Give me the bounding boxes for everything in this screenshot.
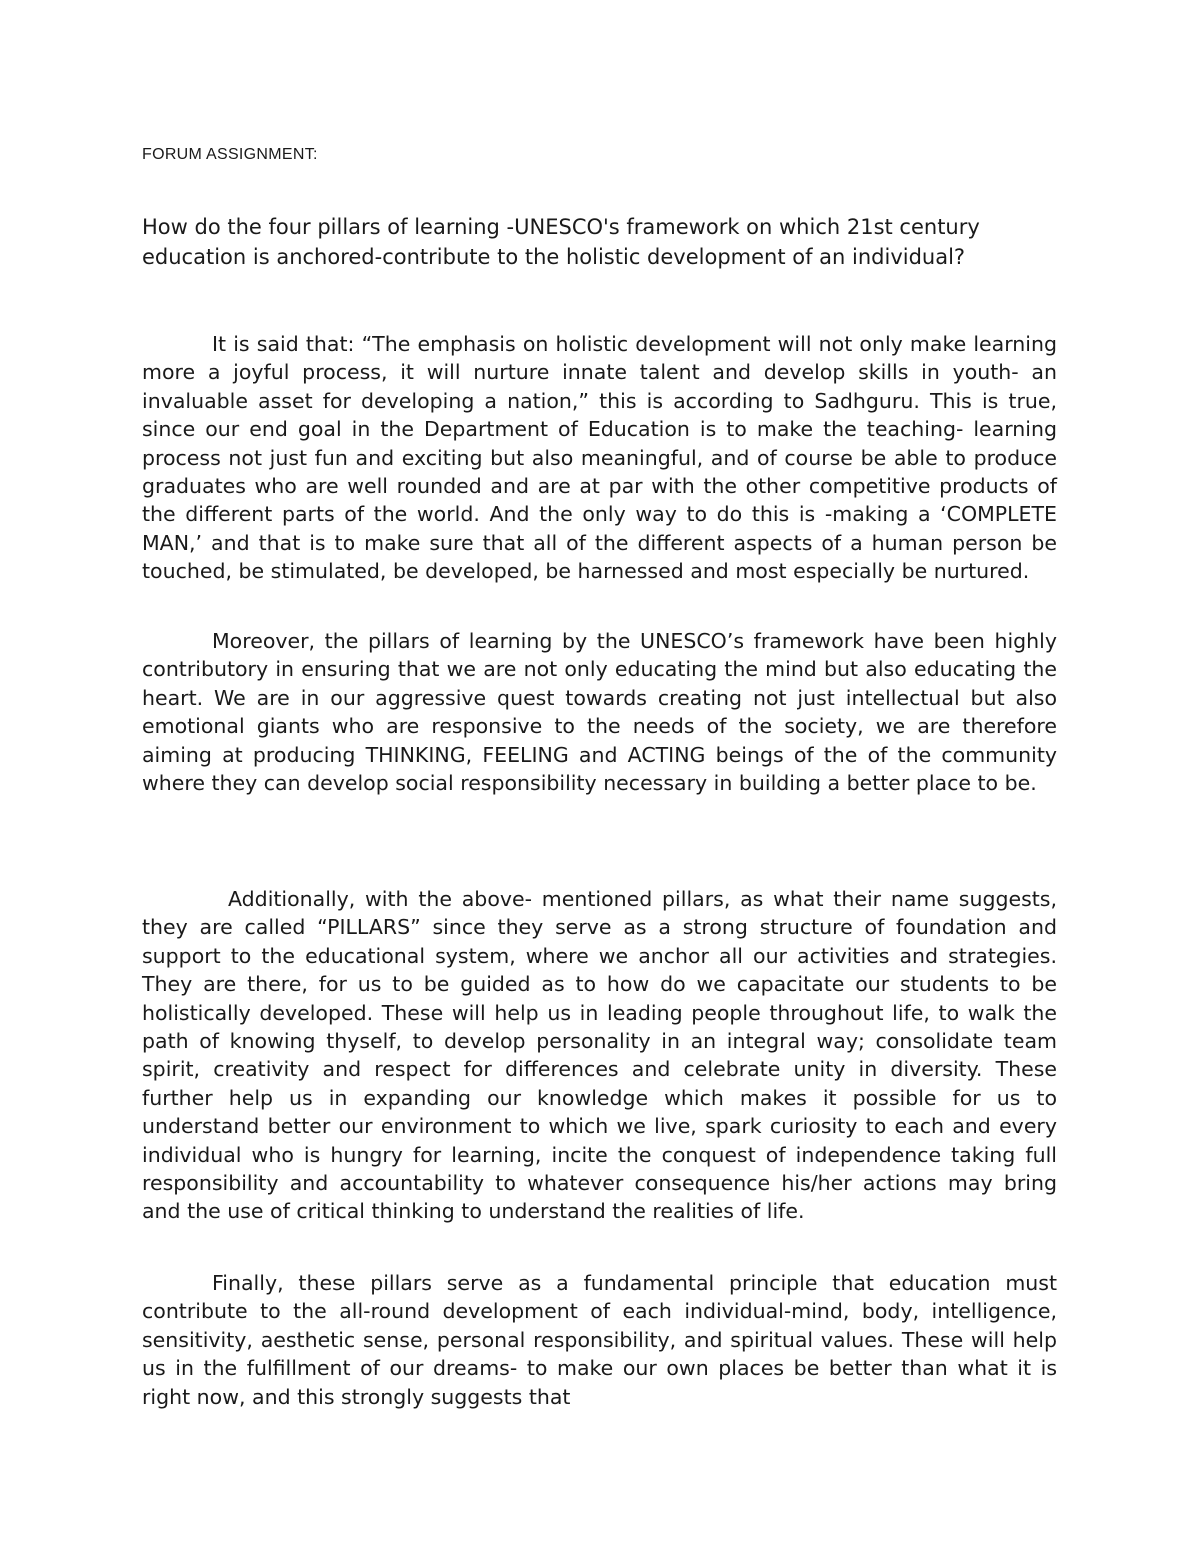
document-heading: FORUM ASSIGNMENT: — [142, 146, 318, 163]
assignment-question: How do the four pillars of learning -UNESCO's framework on which 21st century education is anchored-contribute to the holistic development of an individual? — [142, 215, 980, 269]
paragraph-1: It is said that: “The emphasis on holistic development will not only make learning more a joyful process, it will nurture innate talent and develop skills in youth- an invaluable asset for developing a nation,” this is according to Sadhguru. This is true, since our end goal in the Department of Education is to make the teaching- learning process not just fun and exciting but also meaningful, and of course be able to produce graduates who are well rounded and are at par with the other competitive products of the different parts of the world. And the only way to do this is -making a ‘COMPLETE MAN,’ and that is to make sure that all of the different aspects of a human person be touched, be stimulated, be developed, be harnessed and most especially be nurtured. — [142, 332, 1057, 584]
paragraph-4: Finally, these pillars serve as a fundamental principle that education must contribute to the all-round development of each individual-mind, body, intelligence, sensitivity, aesthetic sense, personal responsibility, and spiritual values. These will help us in the fulfillment of our dreams- to make our own places be better than what it is right now, and this strongly suggests that — [142, 1271, 1057, 1409]
paragraph-3: Additionally, with the above- mentioned pillars, as what their name suggests, they are called “PILLARS” since they serve as a strong structure of foundation and support to the educational system, where we anchor all our activities and strategies. They are there, for us to be guided as to how do we capacitate our students to be holistically developed. These will help us in leading people throughout life, to walk the path of knowing thyself, to develop personality in an integral way; consolidate team spirit, creativity and respect for differences and celebrate unity in diversity. These further help us in expanding our knowledge which makes it possible for us to understand better our environment to which we live, spark curiosity to each and every individual who is hungry for learning, incite the conquest of independence taking full responsibility and accountability to whatever consequence his/her actions may bring and the use of critical thinking to understand the realities of life. — [142, 887, 1057, 1224]
paragraph-2: Moreover, the pillars of learning by the UNESCO’s framework have been highly contributory in ensuring that we are not only educating the mind but also educating the heart. We are in our aggressive quest towards creating not just intellectual but also emotional giants who are responsive to the needs of the society, we are therefore aiming at producing THINKING, FEELING and ACTING beings of the of the community where they can develop social responsibility necessary in building a better place to be. — [142, 629, 1057, 796]
